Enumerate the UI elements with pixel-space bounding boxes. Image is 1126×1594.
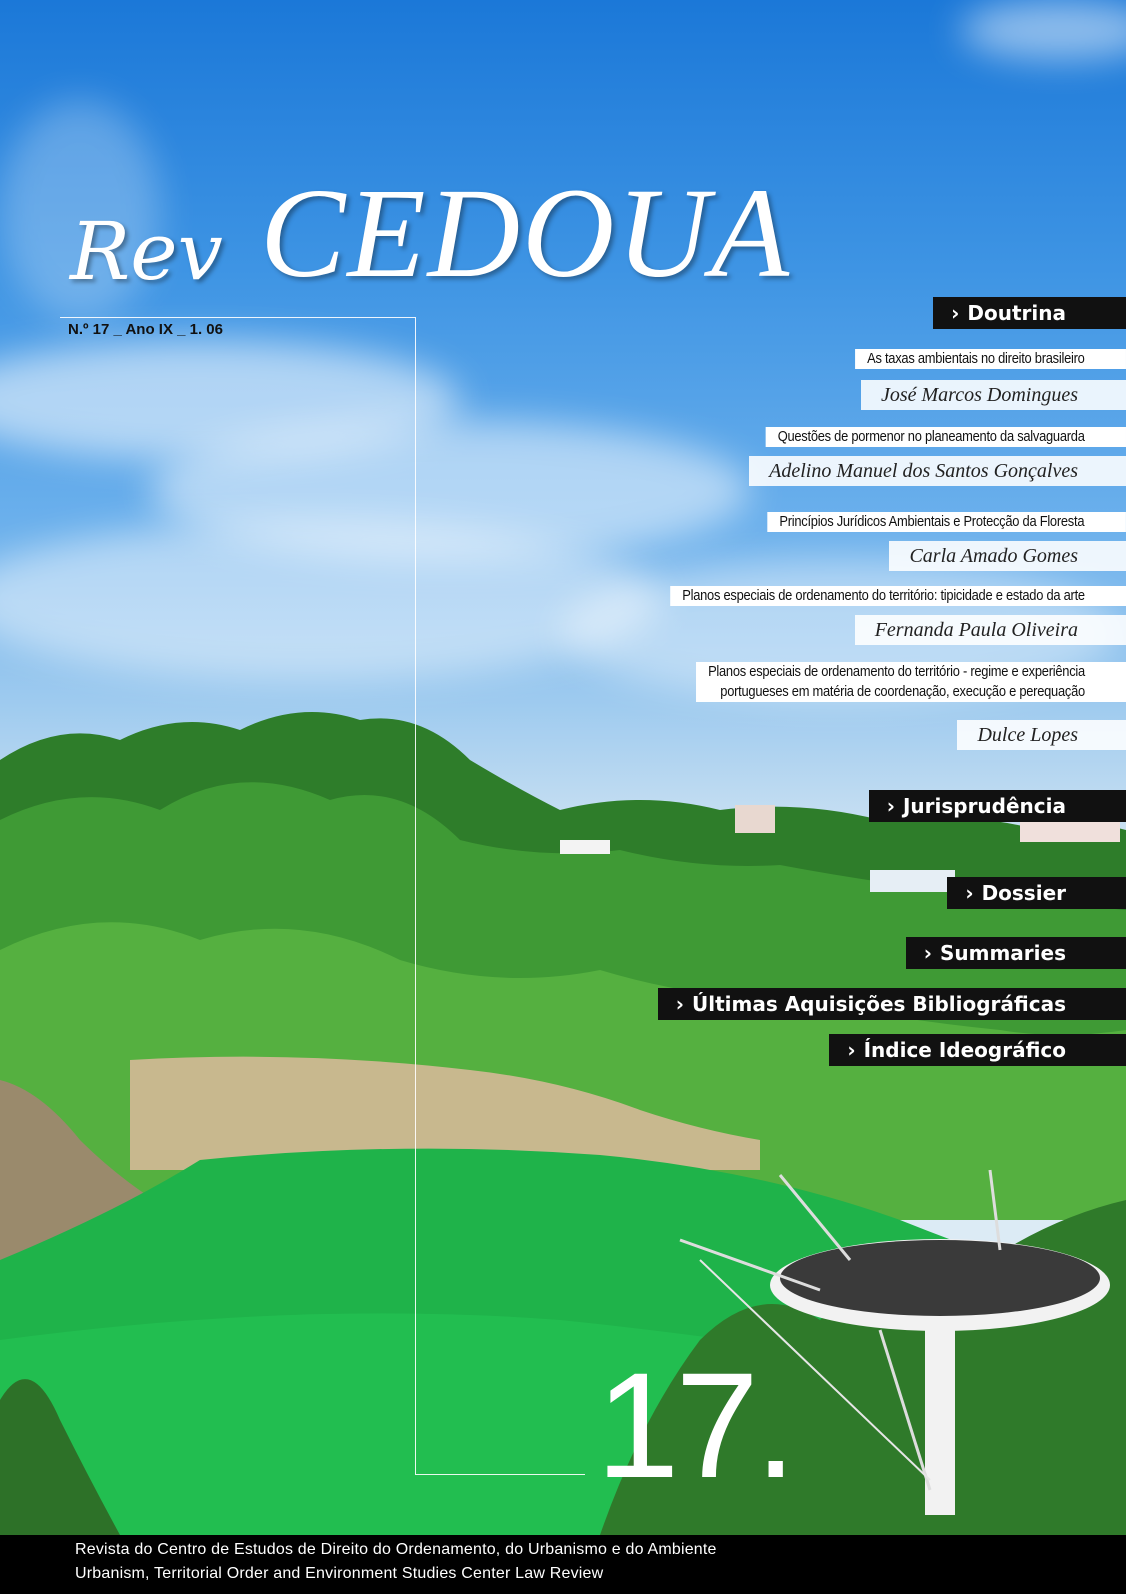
- chevron-right-icon: ›: [951, 301, 960, 325]
- article-title-line: Planos especiais de ordenamento do território - regime e experiência: [707, 663, 1085, 680]
- article-author: Dulce Lopes: [957, 720, 1126, 750]
- cloud-shape: [960, 0, 1126, 60]
- chevron-right-icon: ›: [923, 941, 932, 965]
- frame-line: [415, 1474, 585, 1475]
- frame-line: [60, 317, 415, 318]
- chevron-right-icon: ›: [675, 992, 684, 1016]
- article-title: Questões de pormenor no planeamento da salvaguarda: [766, 427, 1126, 447]
- footer: [0, 1535, 1126, 1594]
- section-label: Dossier: [981, 881, 1066, 905]
- logo-main: CEDOUA: [260, 162, 792, 304]
- article-author: José Marcos Domingues: [861, 380, 1126, 410]
- chevron-right-icon: ›: [965, 881, 974, 905]
- section-label: Doutrina: [967, 301, 1066, 325]
- article-title: Princípios Jurídicos Ambientais e Protecção da Floresta: [768, 512, 1126, 532]
- logo-prefix: Rev: [70, 205, 223, 298]
- footer-line-en: Urbanism, Territorial Order and Environment Studies Center Law Review: [75, 1565, 604, 1582]
- section-label: Últimas Aquisições Bibliográficas: [691, 992, 1066, 1016]
- issue-number: 17.: [596, 1341, 793, 1509]
- frame-line: [415, 317, 416, 1474]
- article-author: Carla Amado Gomes: [889, 541, 1126, 571]
- article-author: Fernanda Paula Oliveira: [855, 615, 1126, 645]
- section-label: Jurisprudência: [902, 794, 1066, 818]
- chevron-right-icon: ›: [847, 1038, 856, 1062]
- section-label: Summaries: [939, 941, 1066, 965]
- section-aquisicoes: [658, 988, 1126, 1020]
- article-title: Planos especiais de ordenamento do território: tipicidade e estado da arte: [670, 586, 1126, 606]
- chevron-right-icon: ›: [886, 794, 895, 818]
- section-indice: [829, 1034, 1126, 1066]
- cloud-shape: [0, 520, 660, 680]
- section-label: Índice Ideográfico: [863, 1038, 1066, 1062]
- article-author: Adelino Manuel dos Santos Gonçalves: [749, 456, 1126, 486]
- article-title: [696, 662, 1126, 702]
- article-title: As taxas ambientais no direito brasileiro: [855, 349, 1126, 369]
- landscape-illustration: [0, 700, 1126, 1535]
- footer-line-pt: Revista do Centro de Estudos de Direito do Ordenamento, do Urbanismo e do Ambiente: [75, 1541, 717, 1558]
- section-doutrina: [933, 297, 1126, 329]
- logo: [70, 150, 792, 304]
- section-summaries: [906, 937, 1126, 969]
- issue-line: N.º 17 _ Ano IX _ 1. 06: [68, 321, 223, 338]
- article-title-line: portugueses em matéria de coordenação, execução e perequação: [720, 683, 1085, 700]
- section-jurisprudencia: [869, 790, 1126, 822]
- section-dossier: [947, 877, 1126, 909]
